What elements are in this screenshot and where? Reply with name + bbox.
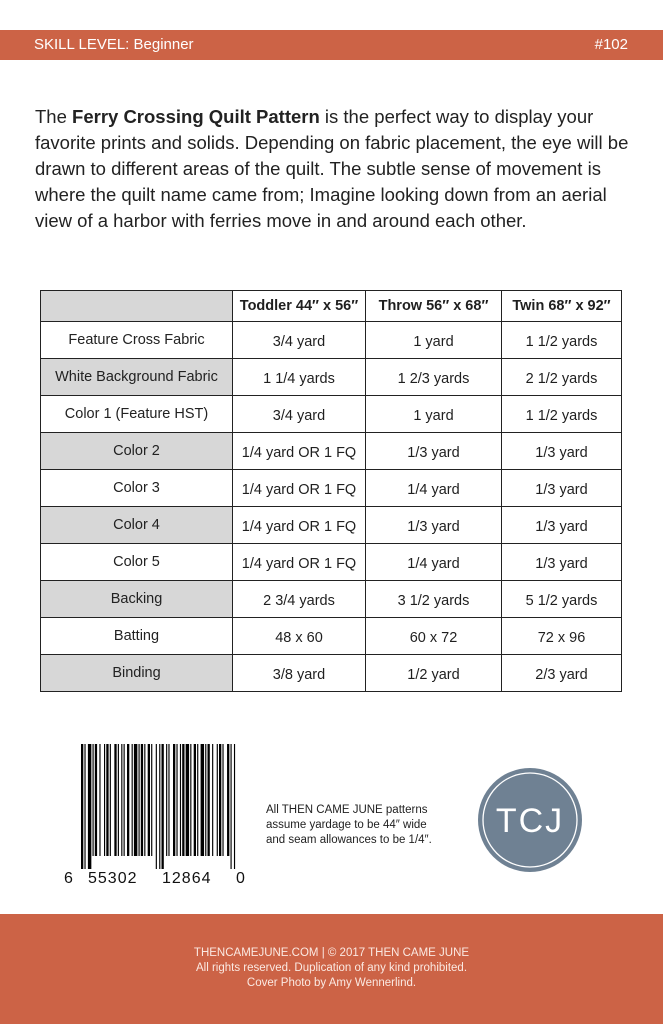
barcode-bar <box>141 744 143 856</box>
barcode-bar <box>104 744 105 856</box>
row-label: Color 5 <box>41 544 233 581</box>
barcode-bar <box>121 744 122 856</box>
row-label: Batting <box>41 618 233 655</box>
barcode-bar <box>162 744 164 869</box>
table-row <box>41 507 622 544</box>
table-row <box>41 581 622 618</box>
table-cell: 3/4 yard <box>233 322 366 359</box>
footer-photo-credit: Cover Photo by Amy Wennerlind. <box>246 977 417 989</box>
barcode-bar <box>156 744 157 869</box>
row-label: Color 4 <box>41 507 233 544</box>
table-cell: 5 1/2 yards <box>502 581 622 618</box>
intro-body: is the perfect way to display your favorite prints and solids. Depending on fabric placement, the eye will be drawn to different areas of the quilt. The subtle sense of movement is where the quilt name came from; Imagine looking down from an aerial view of a harbor with ferries move in and around each other. <box>35 106 629 231</box>
barcode-digit-right: 0 <box>236 870 246 887</box>
table-cell: 1/4 yard OR 1 FQ <box>233 433 366 470</box>
logo-text: TCJ <box>495 802 565 840</box>
barcode-bar <box>176 744 177 856</box>
intro-lead: The <box>35 106 73 127</box>
table-cell: 1/3 yard <box>366 507 502 544</box>
row-label: Binding <box>41 655 233 692</box>
pattern-note <box>266 803 432 848</box>
barcode-bar <box>132 744 133 856</box>
barcode-bar <box>118 744 119 856</box>
table-row <box>41 544 622 581</box>
table-cell: 1/4 yard <box>366 544 502 581</box>
barcode-bar <box>95 744 97 856</box>
table-cell: 1/4 yard OR 1 FQ <box>233 470 366 507</box>
tcj-logo <box>478 768 582 872</box>
pattern-number: #102 <box>594 36 628 53</box>
table-cell: 1/2 yard <box>366 655 502 692</box>
barcode-bar <box>99 744 100 856</box>
fabric-requirements-table <box>40 290 622 692</box>
barcode-digits-right-group: 12864 <box>162 870 212 887</box>
barcode-bar <box>194 744 196 856</box>
barcode-bar <box>139 744 140 856</box>
table-row <box>41 322 622 359</box>
note-line: assume yardage to be 44″ wide <box>266 819 427 831</box>
barcode-digit-left: 6 <box>64 870 74 887</box>
barcode-bar <box>151 744 152 856</box>
table-cell: 1/4 yard OR 1 FQ <box>233 544 366 581</box>
barcode-bar <box>222 744 223 856</box>
table-cell: 72 x 96 <box>502 618 622 655</box>
skill-level: SKILL LEVEL: Beginner <box>34 36 194 53</box>
footer-copyright: THENCAMEJUNE.COM | © 2017 THEN CAME JUNE <box>193 947 470 959</box>
barcode-bar <box>148 744 150 856</box>
table-cell: 1/4 yard OR 1 FQ <box>233 507 366 544</box>
header-bar <box>0 30 663 60</box>
table-cell: 2 3/4 yards <box>233 581 366 618</box>
table-cell: 1 yard <box>366 396 502 433</box>
column-header: Throw 56″ x 68″ <box>366 291 502 322</box>
note-line: All THEN CAME JUNE patterns <box>266 804 428 816</box>
table-corner-cell <box>41 291 233 322</box>
barcode-bar <box>212 744 213 856</box>
table-cell: 1/3 yard <box>502 507 622 544</box>
barcode-bar <box>231 744 232 869</box>
table-cell: 1/3 yard <box>502 544 622 581</box>
barcode-bar <box>166 744 167 856</box>
barcode-bar <box>234 744 235 869</box>
barcode-bar <box>182 744 184 856</box>
row-label: Feature Cross Fabric <box>41 322 233 359</box>
barcode-bar <box>173 744 175 856</box>
table-cell: 1 1/2 yards <box>502 322 622 359</box>
table-cell: 3 1/2 yards <box>366 581 502 618</box>
table-cell: 1 1/2 yards <box>502 396 622 433</box>
barcode-bar <box>127 744 129 856</box>
footer-rights: All rights reserved. Duplication of any kind prohibited. <box>195 962 468 974</box>
barcode-bar <box>110 744 111 856</box>
table-cell: 2/3 yard <box>502 655 622 692</box>
table-row <box>41 618 622 655</box>
table-header-row <box>41 291 622 322</box>
barcode-bar <box>201 744 204 856</box>
barcode-bar <box>208 744 210 856</box>
table-row <box>41 470 622 507</box>
barcode-digits-left-group: 55302 <box>88 870 138 887</box>
barcode-bar <box>114 744 116 856</box>
table-row <box>41 359 622 396</box>
table-cell: 3/8 yard <box>233 655 366 692</box>
table-cell: 3/4 yard <box>233 396 366 433</box>
table-row <box>41 655 622 692</box>
barcode-bar <box>186 744 189 856</box>
row-label: Color 3 <box>41 470 233 507</box>
barcode-bar <box>180 744 181 856</box>
barcode-bar <box>219 744 221 856</box>
table-cell: 60 x 72 <box>366 618 502 655</box>
table-cell: 1 yard <box>366 322 502 359</box>
barcode-bar <box>134 744 137 856</box>
row-label: White Background Fabric <box>41 359 233 396</box>
barcode-bar <box>217 744 218 856</box>
table-cell: 2 1/2 yards <box>502 359 622 396</box>
pattern-name: Ferry Crossing Quilt Pattern <box>72 106 320 127</box>
barcode-bar <box>227 744 229 856</box>
barcode-bar <box>81 744 83 869</box>
barcode-bar <box>197 744 198 856</box>
barcode-bar <box>168 744 169 856</box>
row-label: Color 2 <box>41 433 233 470</box>
column-header: Twin 68″ x 92″ <box>502 291 622 322</box>
barcode-bar <box>84 744 85 869</box>
footer <box>0 914 663 1024</box>
barcode-bar <box>205 744 206 856</box>
table-row <box>41 396 622 433</box>
barcode-bar <box>88 744 91 869</box>
table-cell: 1 2/3 yards <box>366 359 502 396</box>
barcode <box>78 744 238 869</box>
table-cell: 1 1/4 yards <box>233 359 366 396</box>
barcode-bar <box>144 744 145 856</box>
row-label: Backing <box>41 581 233 618</box>
table-cell: 48 x 60 <box>233 618 366 655</box>
table-cell: 1/3 yard <box>502 470 622 507</box>
intro-paragraph <box>35 104 635 234</box>
table-cell: 1/3 yard <box>366 433 502 470</box>
column-header: Toddler 44″ x 56″ <box>233 291 366 322</box>
table-cell: 1/4 yard <box>366 470 502 507</box>
barcode-bar <box>159 744 160 869</box>
note-line: and seam allowances to be 1/4″. <box>266 834 432 846</box>
barcode-bar <box>93 744 94 856</box>
barcode-bar <box>124 744 125 856</box>
barcode-bar <box>106 744 108 856</box>
table-row <box>41 433 622 470</box>
barcode-bar <box>190 744 191 856</box>
row-label: Color 1 (Feature HST) <box>41 396 233 433</box>
table-cell: 1/3 yard <box>502 433 622 470</box>
